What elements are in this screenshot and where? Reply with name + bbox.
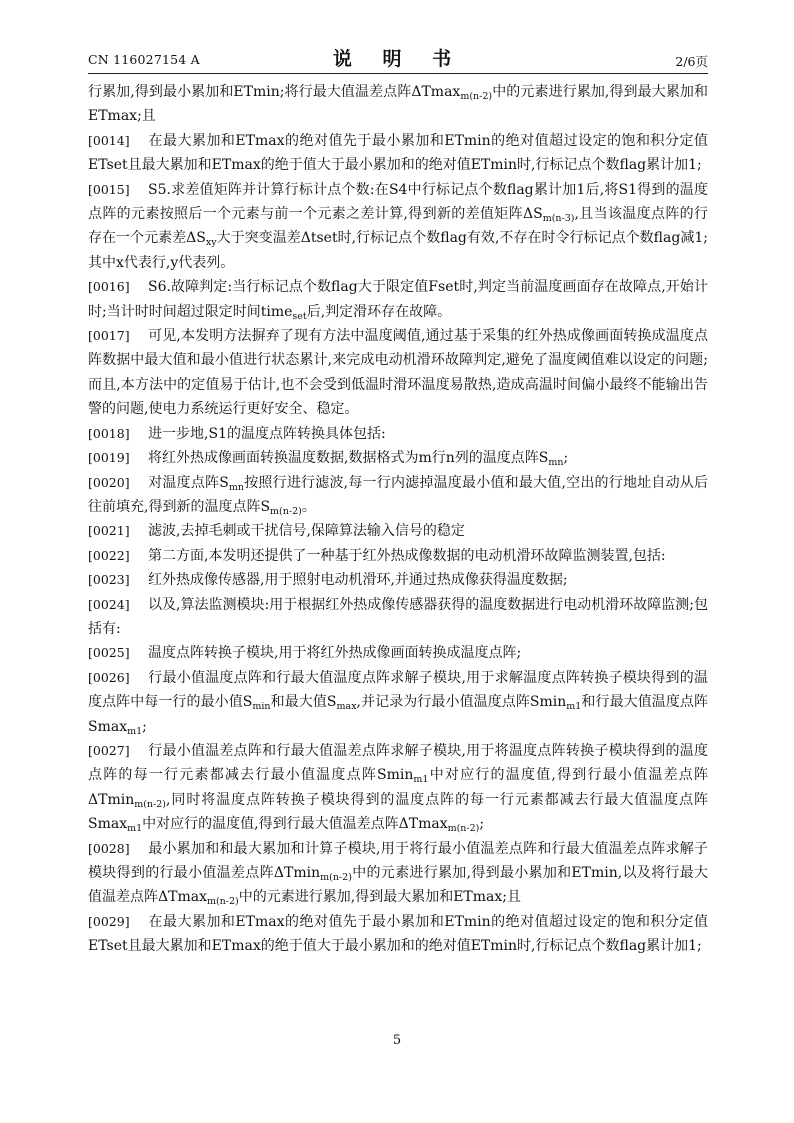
subscript: min — [252, 701, 271, 713]
header-divider — [88, 73, 708, 74]
subscript: m1 — [127, 725, 143, 737]
paragraph-text: 按照行进行滤波,每一行内滤掉温度最小值和最大值,空出的行地址自动从后往前填充,得到新的温度点阵S — [88, 474, 709, 515]
paragraph-text: 在最大累加和ETmax的绝对值先于最小累加和ETmin的绝对值超过设定的饱和积分定值ETset且最大累加和ETmax的绝于值大于最小累加和的绝对值ETmin时,行标记点个数flag累计加1; — [88, 913, 708, 955]
paragraph-text: 第二方面,本发明还提供了一种基于红外热成像数据的电动机滑环故障监测装置,包括: — [148, 547, 666, 564]
paragraph — [88, 80, 708, 129]
paragraph-text: 行最小值温度点阵和行最大值温度点阵求解子模块,用于求解温度点阵转换子模块得到的温度点阵中每一行的最小值S — [88, 669, 708, 711]
paragraph-text: S5.求差值矩阵并计算行标计点个数:在S4中行标记点个数flag累计加1后,将S1得到的温度点阵的元素按照后一个元素与前一个元素之差计算,得到新的差值矩阵ΔS — [88, 181, 708, 223]
paragraph — [88, 666, 708, 739]
paragraph-number: [0026] — [88, 669, 130, 685]
paragraph-number: [0028] — [88, 840, 130, 856]
paragraph-text: 行累加,得到最小累加和ETmin;将行最大值温差点阵ΔTmax — [88, 84, 461, 100]
paragraph-number: [0014] — [88, 132, 130, 148]
paragraph-text: ; — [479, 816, 485, 833]
paragraph-text: 最小累加和和最大累加和计算子模块,用于将行最小值温差点阵和行最大值温差点阵求解子模块得到的行最小值温差点阵ΔTmin — [88, 840, 708, 881]
document-body — [88, 80, 708, 959]
paragraph — [88, 519, 708, 543]
paragraph — [88, 178, 708, 276]
paragraph-number: [0025] — [88, 645, 130, 661]
paragraph-text: 温度点阵转换子模块,用于将红外热成像画面转换成温度点阵; — [148, 645, 522, 662]
paragraph-text: ; — [563, 450, 569, 467]
paragraph — [88, 837, 708, 910]
paragraph-text: ; — [142, 718, 147, 735]
paragraph-text: 中对应行的温度值,得到行最大值温差点阵ΔTmax — [142, 816, 448, 833]
paragraph-number: [0020] — [88, 474, 130, 490]
paragraph — [88, 324, 708, 422]
paragraph — [88, 422, 708, 446]
subscript: m(n-2) — [460, 91, 493, 102]
paragraph-text: 和行最大值温度点阵Smax — [88, 694, 709, 735]
subscript: mn — [548, 457, 564, 469]
paragraph-text: ,同时将温度点阵转换子模块得到的温度点阵的每一行元素都减去行最大值温度点阵Smax — [88, 791, 708, 833]
paragraph — [88, 129, 708, 178]
paragraph-text: S6.故障判定:当行标记点个数flag大于限定值Fset时,判定当前温度画面存在故障点,开始计时;当计时时间超过限定时间time — [88, 279, 708, 320]
subscript: m1 — [566, 701, 582, 713]
paragraph-text: 以及,算法监测模块:用于根据红外热成像传感器获得的温度数据进行电动机滑环故障监测;包括有: — [88, 596, 708, 637]
document-title: 说 明 书 — [332, 48, 464, 70]
page-number: 5 — [392, 1033, 402, 1048]
paragraph-text: 在最大累加和ETmax的绝对值先于最小累加和ETmin的绝对值超过设定的饱和积分定值ETset且最大累加和ETmax的绝于值大于最小累加和的绝对值ETmin时,行标记点个数flag累计加1; — [88, 132, 708, 174]
subscript: mn — [228, 481, 244, 493]
paragraph — [88, 544, 708, 568]
paragraph — [88, 593, 708, 642]
paragraph — [88, 568, 708, 592]
paragraph — [88, 910, 708, 959]
paragraph-text: 将红外热成像画面转换温度数据,数据格式为m行n列的温度点阵S — [148, 450, 549, 467]
subscript: m(n-2) — [447, 823, 480, 835]
paragraph — [88, 471, 708, 520]
publication-number: CN 116027154 A — [88, 52, 200, 67]
paragraph-text: 和最大值S — [270, 694, 337, 711]
subscript: m(n-2) — [206, 896, 239, 908]
paragraph-number: [0021] — [88, 523, 130, 539]
paragraph — [88, 446, 708, 470]
paragraph-number: [0022] — [88, 547, 130, 563]
paragraph-number: [0027] — [88, 742, 130, 758]
paragraph-text: 中对应行的温度值,得到行最小值温差点阵ΔTmin — [88, 767, 708, 808]
paragraph-number: [0018] — [88, 425, 130, 441]
paragraph-number: [0015] — [88, 181, 130, 197]
page-indicator: 2/6页 — [675, 54, 708, 69]
subscript: set — [292, 310, 307, 322]
paragraph-text: 。 — [301, 498, 316, 515]
paragraph-text: 对温度点阵S — [148, 474, 229, 491]
paragraph-text: ,且当该温度点阵的行存在一个元素差ΔS — [88, 206, 708, 247]
paragraph-number: [0023] — [88, 572, 130, 588]
paragraph-text: 行最小值温差点阵和行最大值温差点阵求解子模块,用于将温度点阵转换子模块得到的温度点阵的每一行元素都减去行最小值温度点阵Smin — [88, 742, 708, 784]
paragraph — [88, 275, 708, 324]
paragraph-text: 大于突变温差Δtset时,行标记点个数flag有效,不存在时令行标记点个数flag减1;其中x代表行,y代表列。 — [88, 230, 708, 271]
paragraph-text: 中的元素进行累加,得到最大累加和ETmax;且 — [88, 84, 708, 125]
subscript: m(n-3) — [542, 213, 575, 225]
paragraph-text: 后,判定滑环存在故障。 — [306, 303, 452, 320]
paragraph — [88, 641, 708, 665]
paragraph-text: 中的元素进行累加,得到最大累加和ETmax;且 — [238, 889, 522, 906]
subscript: m(n-2) — [270, 505, 302, 517]
paragraph-number: [0029] — [88, 913, 130, 929]
paragraph-number: [0019] — [88, 450, 130, 466]
subscript: max — [336, 701, 357, 713]
paragraph-text: 可见,本发明方法摒弃了现有方法中温度阈值,通过基于采集的红外热成像画面转换成温度点阵数据中最大值和最小值进行状态累计,来完成电动机滑环故障判定,避免了温度阈值难以设定的问题;而且,本方法中的定值易于估计,也不会受到低温时滑环温度易散热,造成高温时间偏小最终不能输出告警的问题,使电力系统运行更好安全、稳定。 — [88, 328, 708, 418]
paragraph-text: 进一步地,S1的温度点阵转换具体包括: — [148, 425, 386, 442]
paragraph-number: [0017] — [88, 328, 130, 344]
subscript: m(n-2) — [320, 872, 352, 883]
subscript: xy — [205, 237, 217, 249]
paragraph-text: 滤波,去掉毛刺或干扰信号,保障算法输入信号的稳定 — [148, 523, 465, 540]
paragraph-number: [0016] — [88, 279, 130, 295]
subscript: m(n-2) — [134, 798, 167, 810]
paragraph-text: ,并记录为行最小值温度点阵Smin — [356, 694, 567, 711]
page-header — [88, 44, 708, 74]
paragraph-number: [0024] — [88, 596, 130, 612]
paragraph — [88, 739, 708, 837]
subscript: m1 — [413, 774, 429, 786]
subscript: m1 — [127, 823, 143, 835]
paragraph-text: 红外热成像传感器,用于照射电动机滑环,并通过热成像获得温度数据; — [148, 572, 568, 589]
paragraph-text: 中的元素进行累加,得到最小累加和ETmin,以及将行最大值温差点阵ΔTmax — [88, 865, 709, 906]
